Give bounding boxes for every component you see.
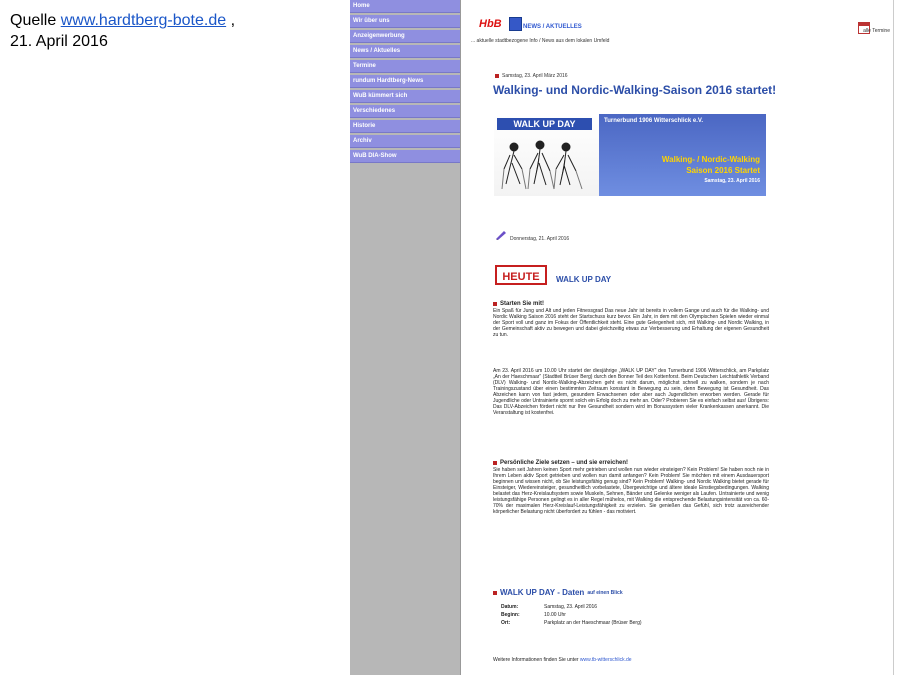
banner-subtitle-2: Saison 2016 Startet (686, 166, 760, 175)
post-date: Donnerstag, 21. April 2016 (510, 236, 570, 242)
detail-label: Ort: (501, 620, 511, 626)
section-start-title: Starten Sie mit! (500, 301, 545, 307)
detail-value: Parkplatz an der Haeschmaar (Brüser Berg) (544, 620, 642, 626)
source-link[interactable]: www.hardtberg-bote.de (60, 12, 227, 29)
red-bullet-icon (493, 302, 497, 306)
article-date-text: Samstag, 23. April März 2016 (502, 73, 568, 79)
sidebar-item-archive[interactable]: Archiv (350, 135, 460, 148)
detail-value: 10.00 Uhr (544, 612, 566, 618)
daten-suffix: auf einen Blick (587, 589, 623, 596)
heute-badge: HEUTE (495, 265, 547, 285)
sidebar-item-about-us[interactable]: Wir über uns (350, 15, 460, 28)
daten-heading (493, 588, 623, 597)
content-divider (893, 0, 894, 675)
section-goals-heading (493, 460, 628, 466)
webpage-screenshot (350, 0, 900, 675)
section-start-heading (493, 301, 544, 307)
event-banner-image (494, 114, 766, 196)
article-headline: Walking- und Nordic-Walking-Saison 2016 startet! (493, 83, 777, 97)
detail-label: Beginn: (501, 612, 520, 618)
more-info-text (493, 657, 632, 663)
section-start-text-2: Am 23. April 2016 um 10.00 Uhr startet der diesjährige „WALK UP DAY“ des Turnerbund 1906 Witterschlick, am Parkplatz „An der Haeschmaar“ (Stadtteil Brüser Berg) durch den Bonner Teil des Kottenforst. Beim Deutschen Leichtathletik Verband (DLV) Walking- und Nordic-Walking-Abzeichen geht es nicht darum, möglichst schnell zu walken, sondern je nach Trainingszustand über einen bestimmten Zeitraum konstant in Bewegung zu sein, denn Bewegung ist Gesundheit. Das Abzeichen kann von fast jedem, gesundem Erwachsenen oder aber auch Jugendlichen erworben werden. Gerade für Jugendliche oder Untrainierte spornt solch ein Erfolg doch zu mehr an. Oder? Probieren Sie es einfach selbst aus! Übrigens: Das DLV-Abzeichen fördert nicht nur Ihre Gesundheit sondern wird im Bonussystem vieler Krankenkassen anerkannt. Die Veranstaltung ist kostenfrei. (493, 368, 769, 416)
section-goals-title: Persönliche Ziele setzen – und sie erreichen! (500, 460, 629, 466)
article-date (495, 73, 568, 79)
section-start-text: Ein Spaß für Jung und Alt und jeden Fitnessgrad Das neue Jahr ist bereits in vollem Gange und auch für die Walking- und Nordic Walking Saison 2016 steht der Startschuss kurz bevor. Ein Jahr, in dem mit den Olympischen Spielen wieder einmal der Sport voll und ganz im Fokus der Öffentlichkeit steht. Eine gute Gelegenheit sich, mit Walking- und Nordic Walking, in der Gemeinschaft aktiv zu bewegen und dabei gleichzeitig etwas zur Verbesserung und Erhaltung der eigenen Gesundheit zu tun. (493, 308, 769, 338)
detail-row (501, 611, 642, 619)
site-logo[interactable]: HbB (479, 18, 502, 30)
red-bullet-icon (493, 461, 497, 465)
banner-date: Samstag, 23. April 2016 (704, 178, 760, 184)
red-bullet-icon (495, 74, 499, 78)
banner-right-panel (599, 114, 766, 196)
sidebar-item-advertising[interactable]: Anzeigenwerbung (350, 30, 460, 43)
club-website-link[interactable]: www.tb-witterschlick.de (579, 657, 632, 663)
main-content (460, 0, 900, 675)
banner-subtitle-1: Walking- / Nordic-Walking (661, 155, 760, 164)
sidebar-item-history[interactable]: Historie (350, 120, 460, 133)
section-goals-text: Sie haben seit Jahren keinen Sport mehr getrieben und wollen nun wieder einsteigen? Kein Problem! Sie haben noch nie in Ihrem Leben aktiv Sport getrieben und wollen nun damit anfangen? Kein Problem! Sie möchten mit einem Ausdauersport beginnen und wissen nicht, ob Sie leistungsfähig genug sind? Kein Problem! Walking- und Nordic Walking bietet gerade für Einsteiger, Wiedereinsteiger, gesundheitlich vorbelastete, Übergewichtige und ältere ideale Einstiegsbedingungen. Walking belastet das Herz-Kreislaufsystem sowie Muskeln, Sehnen, Bänder und Gelenke weniger als Laufen. Untrainierte und wenig leistungsfähige Personen gelingt es in aller Regel mühelos, mit Walking die entsprechende Belastungsintensität von ca. 60-70% der maximalen Herz-Kreislauf-Leistungsfähigkeit zu erzielen. Sie genießen das Gefühl, sich trotz ausreichender körperlicher Belastung nicht überfordert zu fühlen - das motiviert. (493, 467, 769, 515)
event-title: WALK UP DAY (556, 275, 612, 284)
more-info-prefix: Weitere Informationen finden Sie unter (493, 657, 579, 663)
sidebar-item-hardtberg-news[interactable]: rundum Hardtberg-News (350, 75, 460, 88)
sidebar-item-misc[interactable]: Verschiedenes (350, 105, 460, 118)
detail-value: Samstag, 23. April 2016 (544, 604, 598, 610)
event-details-table (501, 603, 642, 627)
daten-title: WALK UP DAY - Daten (500, 588, 585, 597)
termine-link[interactable]: alle Termine (863, 28, 890, 34)
sidebar-item-events[interactable]: Termine (350, 60, 460, 73)
sidebar (350, 0, 460, 675)
sidebar-item-news[interactable]: News / Aktuelles (350, 45, 460, 58)
page-subtitle: ... aktuelle stadtbezogene Info / News aus dem lokalen Umfeld (471, 38, 610, 44)
detail-label: Datum: (501, 604, 519, 610)
caption-suffix: , (226, 12, 236, 29)
sidebar-item-wub-cares[interactable]: WuB kümmert sich (350, 90, 460, 103)
caption-prefix: Quelle (10, 12, 61, 29)
sidebar-item-slide-show[interactable]: WuB DIA-Show (350, 150, 460, 163)
logo-badge-icon (509, 17, 522, 31)
banner-title: WALK UP DAY (497, 118, 592, 130)
detail-row (501, 619, 642, 627)
caption-date: 21. April 2016 (10, 33, 108, 50)
sidebar-item-home[interactable]: Home (350, 0, 460, 13)
banner-left-panel (494, 114, 599, 196)
detail-row (501, 603, 642, 611)
walkers-silhouette-icon (500, 139, 592, 191)
pencil-icon (495, 230, 507, 240)
page-title: NEWS / AKTUELLES (523, 24, 582, 30)
club-name: Turnerbund 1906 Witterschlick e.V. (604, 118, 703, 124)
red-bullet-icon (493, 591, 497, 595)
slide-caption (10, 10, 235, 52)
